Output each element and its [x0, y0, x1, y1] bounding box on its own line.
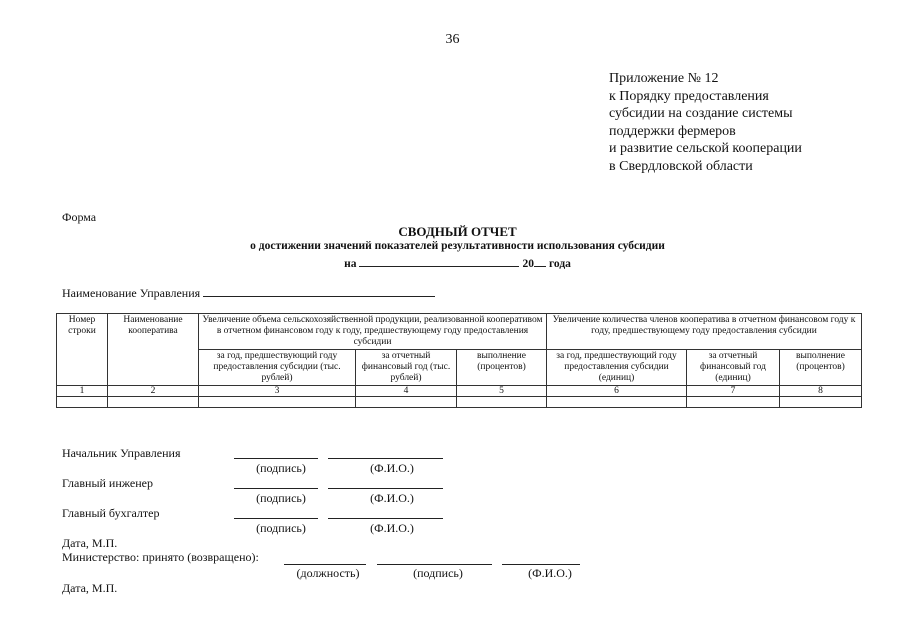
name-line — [502, 564, 580, 565]
signature-line — [377, 564, 492, 565]
signature-line — [234, 518, 318, 519]
report-subtitle: о достижении значений показателей результативности использования субсидии — [250, 240, 665, 252]
signature-caption: (подпись) — [256, 521, 306, 535]
signature-line — [234, 458, 318, 459]
period-year-blank — [534, 255, 546, 267]
empty-cell — [457, 397, 547, 408]
period-suffix: года — [548, 258, 571, 270]
header-group-production: Увеличение объема сельскохозяйственной продукции, реализованной кооперативом в отчетном финансовом году к году, предшествующему году предоставления субсидии — [199, 314, 547, 350]
empty-cell — [547, 397, 687, 408]
appendix-line: Приложение № 12 — [609, 71, 719, 86]
name-caption: (Ф.И.О.) — [370, 491, 414, 505]
name-line — [328, 518, 443, 519]
signatory-chief-accountant: Главный бухгалтер — [62, 506, 160, 520]
subheader-prev-year-units: за год, предшествующий году предоставления субсидии (единиц) — [547, 350, 687, 386]
name-caption: (Ф.И.О.) — [370, 521, 414, 535]
column-number: 3 — [199, 386, 356, 397]
department-field — [62, 285, 435, 301]
column-number: 1 — [57, 386, 108, 397]
department-blank — [203, 285, 435, 297]
report-period — [0, 255, 905, 270]
name-caption: (Ф.И.О.) — [528, 566, 572, 580]
position-caption: (должность) — [296, 566, 360, 580]
empty-cell — [687, 397, 780, 408]
appendix-line: и развитие сельской кооперации — [609, 141, 802, 157]
report-title: СВОДНЫЙ ОТЧЕТ — [398, 224, 517, 239]
appendix-line: субсидии на создание системы — [609, 106, 793, 122]
column-number: 4 — [356, 386, 457, 397]
name-caption: (Ф.И.О.) — [370, 461, 414, 475]
name-line — [328, 488, 443, 489]
signature-caption: (подпись) — [413, 566, 463, 580]
department-label: Наименование Управления — [62, 286, 201, 300]
page-number: 36 — [445, 32, 460, 47]
subheader-report-year-rub: за отчетный финансовый год (тыс. рублей) — [356, 350, 457, 386]
header-row-number: Номер строки — [57, 314, 108, 386]
date-stamp-2: Дата, М.П. — [62, 581, 118, 595]
date-stamp-1: Дата, М.П. — [62, 536, 118, 550]
column-number: 6 — [547, 386, 687, 397]
ministry-label: Министерство: принято (возвращено): — [62, 550, 259, 564]
signatory-head-of-department: Начальник Управления — [62, 446, 181, 460]
column-number: 5 — [457, 386, 547, 397]
position-line — [284, 564, 366, 565]
empty-cell — [199, 397, 356, 408]
appendix-line: к Порядку предоставления — [609, 88, 769, 104]
empty-cell — [108, 397, 199, 408]
header-group-members: Увеличение количества членов кооператива в отчетном финансовом году к году, предшествующему году предоставления субсидии — [547, 314, 862, 350]
appendix-block — [609, 70, 802, 176]
report-table — [56, 313, 862, 408]
signature-caption: (подпись) — [256, 491, 306, 505]
empty-cell — [356, 397, 457, 408]
column-number: 2 — [108, 386, 199, 397]
column-number: 8 — [780, 386, 862, 397]
name-line — [328, 458, 443, 459]
subheader-percent-1: выполнение (процентов) — [457, 350, 547, 386]
empty-cell — [780, 397, 862, 408]
appendix-line: поддержки фермеров — [609, 123, 736, 139]
signatory-chief-engineer: Главный инженер — [62, 476, 153, 490]
period-date-blank — [359, 255, 519, 267]
header-cooperative-name: Наименование кооператива — [108, 314, 199, 386]
form-label: Форма — [62, 210, 97, 224]
period-year-prefix: 20 — [522, 258, 534, 270]
empty-data-row — [57, 397, 862, 408]
column-number-row — [57, 386, 862, 397]
period-prefix: на — [344, 258, 357, 270]
signature-caption: (подпись) — [256, 461, 306, 475]
subheader-report-year-units: за отчетный финансовый год (единиц) — [687, 350, 780, 386]
subheader-percent-2: выполнение (процентов) — [780, 350, 862, 386]
column-number: 7 — [687, 386, 780, 397]
subheader-prev-year-rub: за год, предшествующий году предоставления субсидии (тыс. рублей) — [199, 350, 356, 386]
empty-cell — [57, 397, 108, 408]
signature-line — [234, 488, 318, 489]
appendix-line: в Свердловской области — [609, 158, 753, 174]
